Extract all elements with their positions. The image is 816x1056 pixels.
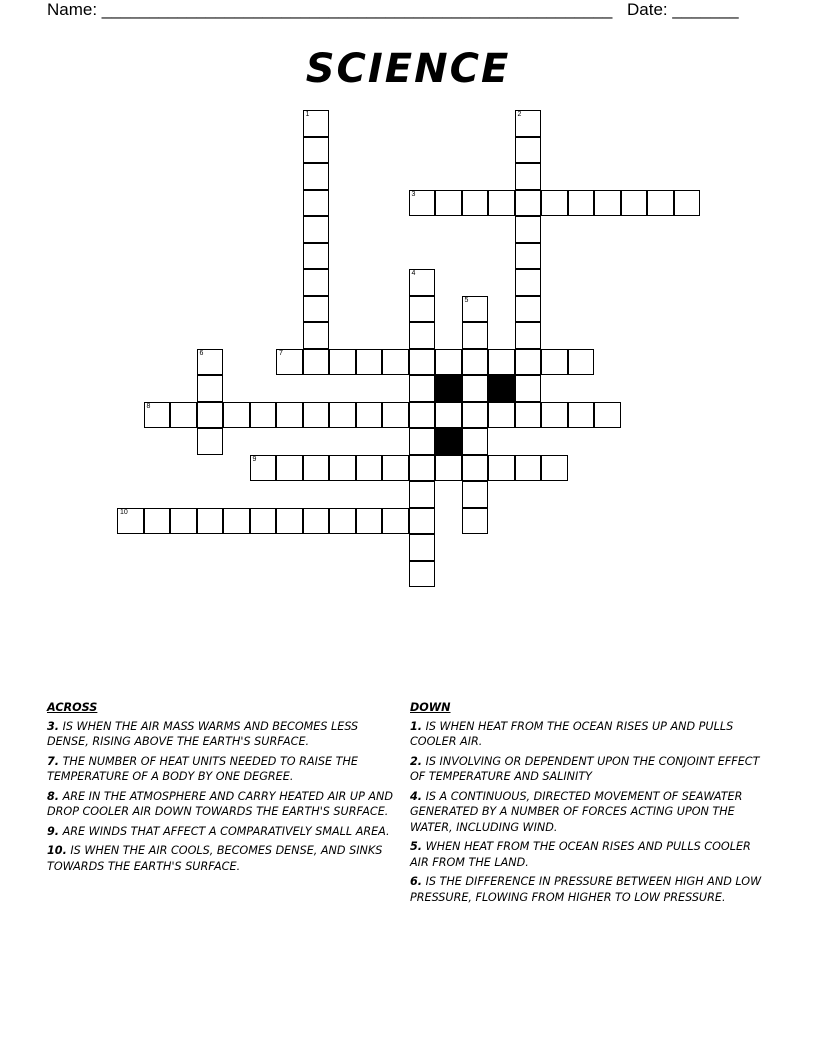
down-clue — [410, 719, 770, 750]
crossword-cell[interactable] — [409, 428, 436, 455]
crossword-cell[interactable] — [435, 455, 462, 482]
clue-number: 10. — [47, 844, 67, 857]
crossword-cell[interactable] — [303, 137, 330, 164]
crossword-cell[interactable] — [568, 349, 595, 376]
down-clue — [410, 789, 770, 836]
across-clue — [47, 719, 397, 750]
page-title: SCIENCE — [305, 46, 511, 92]
black-square — [435, 375, 462, 402]
crossword-cell[interactable] — [515, 296, 542, 323]
crossword-cell[interactable] — [144, 402, 171, 429]
black-square — [435, 428, 462, 455]
crossword-cell[interactable] — [409, 455, 436, 482]
clue-number: 5 — [464, 296, 469, 304]
crossword-cell[interactable] — [515, 375, 542, 402]
crossword-cell[interactable] — [382, 508, 409, 535]
across-clues — [47, 700, 397, 878]
crossword-cell[interactable] — [170, 508, 197, 535]
down-clues — [410, 700, 770, 909]
clue-number: 7 — [279, 349, 283, 357]
crossword-cell[interactable] — [515, 269, 542, 296]
crossword-cell[interactable] — [409, 508, 436, 535]
clue-number: 6. — [410, 875, 423, 888]
crossword-cell[interactable] — [197, 375, 224, 402]
clue-number: 2. — [410, 754, 423, 768]
clue-number: 3 — [411, 190, 416, 198]
crossword-cell[interactable] — [303, 349, 330, 376]
down-clue — [410, 754, 770, 785]
crossword-cell[interactable] — [329, 402, 356, 429]
crossword-cell[interactable] — [409, 534, 436, 561]
crossword-cell[interactable] — [329, 455, 356, 482]
crossword-cell[interactable] — [382, 402, 409, 429]
crossword-cell[interactable] — [303, 322, 330, 349]
crossword-cell[interactable] — [488, 455, 515, 482]
crossword-cell[interactable] — [462, 455, 489, 482]
clue-text: IS THE DIFFERENCE IN PRESSURE BETWEEN HIGH AND LOW PRESSURE, FLOWING FROM HIGHER TO LOW PRESSURE. — [410, 875, 762, 904]
crossword-cell[interactable] — [515, 402, 542, 429]
crossword-cell[interactable] — [462, 481, 489, 508]
crossword-cell[interactable] — [250, 402, 277, 429]
crossword-cell[interactable] — [250, 455, 277, 482]
clue-number: 1 — [305, 111, 310, 118]
clue-number: 4 — [411, 270, 416, 277]
clue-number: 9. — [47, 824, 60, 838]
crossword-cell[interactable] — [303, 402, 330, 429]
crossword-cell[interactable] — [488, 349, 515, 376]
crossword-cell[interactable] — [329, 508, 356, 535]
black-square — [488, 375, 515, 402]
crossword-cell[interactable] — [515, 243, 542, 270]
name-label[interactable]: Name: ______________________________________________________ — [47, 0, 613, 19]
clue-text: IS INVOLVING OR DEPENDENT UPON THE CONJOINT EFFECT OF TEMPERATURE AND SALINITY — [410, 754, 760, 783]
crossword-cell[interactable] — [382, 455, 409, 482]
crossword-cell[interactable] — [409, 402, 436, 429]
crossword-cell[interactable] — [488, 190, 515, 217]
clue-text: WHEN HEAT FROM THE OCEAN RISES AND PULLS COOLER AIR FROM THE LAND. — [410, 840, 751, 869]
crossword-cell[interactable] — [488, 402, 515, 429]
crossword-cell[interactable] — [409, 296, 436, 323]
crossword-cell[interactable] — [144, 508, 171, 535]
crossword-cell[interactable] — [435, 190, 462, 217]
clue-number: 7. — [47, 754, 60, 768]
crossword-cell[interactable] — [541, 190, 568, 217]
crossword-cell[interactable] — [170, 402, 197, 429]
crossword-cell[interactable] — [647, 190, 674, 217]
crossword-cell[interactable] — [462, 375, 489, 402]
across-clue — [47, 843, 397, 874]
crossword-cell[interactable] — [117, 508, 144, 535]
crossword-cell[interactable] — [515, 163, 542, 190]
crossword-cell[interactable] — [197, 402, 224, 429]
crossword-cell[interactable] — [541, 455, 568, 482]
clue-text: IS A CONTINUOUS, DIRECTED MOVEMENT OF SEAWATER GENERATED BY A NUMBER OF FORCES ACTING UPON THE WATER, INCLUDING WIND. — [410, 789, 743, 834]
crossword-cell[interactable] — [409, 481, 436, 508]
crossword-cell[interactable] — [462, 508, 489, 535]
crossword-cell[interactable] — [462, 190, 489, 217]
crossword-cell[interactable] — [515, 322, 542, 349]
down-clue — [410, 874, 770, 905]
clue-number: 9 — [252, 455, 257, 463]
clue-number: 10 — [120, 508, 128, 516]
clue-number: 8 — [146, 402, 151, 410]
crossword-cell[interactable] — [303, 163, 330, 190]
crossword-cell[interactable] — [250, 508, 277, 535]
crossword-cell[interactable] — [303, 243, 330, 270]
crossword-cell[interactable] — [276, 349, 303, 376]
clue-number: 1. — [410, 719, 423, 733]
clue-text: IS WHEN HEAT FROM THE OCEAN RISES UP AND PULLS COOLER AIR. — [410, 719, 734, 748]
crossword-cell[interactable] — [276, 508, 303, 535]
clue-number: 8. — [47, 789, 60, 803]
date-label[interactable]: Date: _______ — [627, 0, 739, 19]
down-clue — [410, 839, 770, 870]
down-clue-list — [410, 719, 770, 906]
crossword-cell[interactable] — [197, 428, 224, 455]
crossword-cell[interactable] — [276, 455, 303, 482]
crossword-cell[interactable] — [541, 349, 568, 376]
crossword-cell[interactable] — [621, 190, 648, 217]
crossword-cell[interactable] — [409, 190, 436, 217]
crossword-cell[interactable] — [515, 349, 542, 376]
crossword-cell[interactable] — [409, 375, 436, 402]
clue-text: IS WHEN THE AIR COOLS, BECOMES DENSE, AND SINKS TOWARDS THE EARTH'S SURFACE. — [47, 844, 383, 873]
crossword-cell[interactable] — [329, 349, 356, 376]
crossword-cell[interactable] — [303, 296, 330, 323]
crossword-cell[interactable] — [568, 402, 595, 429]
crossword-cell[interactable] — [462, 428, 489, 455]
crossword-cell[interactable] — [303, 455, 330, 482]
clue-text: IS WHEN THE AIR MASS WARMS AND BECOMES LESS DENSE, RISING ABOVE THE EARTH'S SURFACE. — [47, 719, 359, 748]
crossword-cell[interactable] — [409, 269, 436, 296]
crossword-cell[interactable] — [674, 190, 701, 217]
crossword-cell[interactable] — [515, 190, 542, 217]
crossword-cell[interactable] — [382, 349, 409, 376]
crossword-cell[interactable] — [303, 269, 330, 296]
crossword-cell[interactable] — [515, 455, 542, 482]
clue-text: ARE IN THE ATMOSPHERE AND CARRY HEATED AIR UP AND DROP COOLER AIR DOWN TOWARDS THE EARTH'S SURFACE. — [47, 789, 394, 818]
clue-number: 6 — [199, 349, 204, 357]
crossword-cell[interactable] — [462, 296, 489, 323]
crossword-cell[interactable] — [515, 137, 542, 164]
crossword-cell[interactable] — [462, 349, 489, 376]
crossword-cell[interactable] — [515, 110, 542, 137]
crossword-cell[interactable] — [356, 508, 383, 535]
clue-text: ARE WINDS THAT AFFECT A COMPARATIVELY SMALL AREA. — [59, 824, 390, 838]
crossword-cell[interactable] — [435, 349, 462, 376]
crossword-cell[interactable] — [594, 402, 621, 429]
clue-number: 3. — [47, 719, 60, 733]
crossword-cell[interactable] — [409, 349, 436, 376]
across-clue — [47, 824, 397, 840]
crossword-cell[interactable] — [303, 110, 330, 137]
clue-text: THE NUMBER OF HEAT UNITS NEEDED TO RAISE THE TEMPERATURE OF A BODY BY ONE DEGREE. — [47, 754, 358, 783]
crossword-cell[interactable] — [409, 322, 436, 349]
crossword-cell[interactable] — [197, 349, 224, 376]
crossword-cell[interactable] — [356, 349, 383, 376]
crossword-cell[interactable] — [515, 216, 542, 243]
crossword-cell[interactable] — [541, 402, 568, 429]
crossword-cell[interactable] — [303, 216, 330, 243]
across-heading: ACROSS — [47, 701, 98, 714]
crossword-cell[interactable] — [223, 508, 250, 535]
crossword-cell[interactable] — [435, 402, 462, 429]
crossword-cell[interactable] — [276, 402, 303, 429]
down-heading: DOWN — [410, 701, 451, 714]
crossword-cell[interactable] — [303, 508, 330, 535]
crossword-cell[interactable] — [594, 190, 621, 217]
crossword-cell[interactable] — [409, 561, 436, 588]
crossword-cell[interactable] — [462, 402, 489, 429]
clue-number: 2 — [517, 111, 522, 118]
crossword-cell[interactable] — [462, 322, 489, 349]
crossword-cell[interactable] — [356, 455, 383, 482]
clue-number: 4. — [410, 789, 423, 803]
across-clue — [47, 754, 397, 785]
across-clue — [47, 789, 397, 820]
crossword-cell[interactable] — [303, 190, 330, 217]
crossword-cell[interactable] — [197, 508, 224, 535]
across-clue-list — [47, 719, 397, 875]
crossword-cell[interactable] — [356, 402, 383, 429]
crossword-cell[interactable] — [223, 402, 250, 429]
crossword-cell[interactable] — [568, 190, 595, 217]
clue-number: 5. — [410, 840, 423, 853]
